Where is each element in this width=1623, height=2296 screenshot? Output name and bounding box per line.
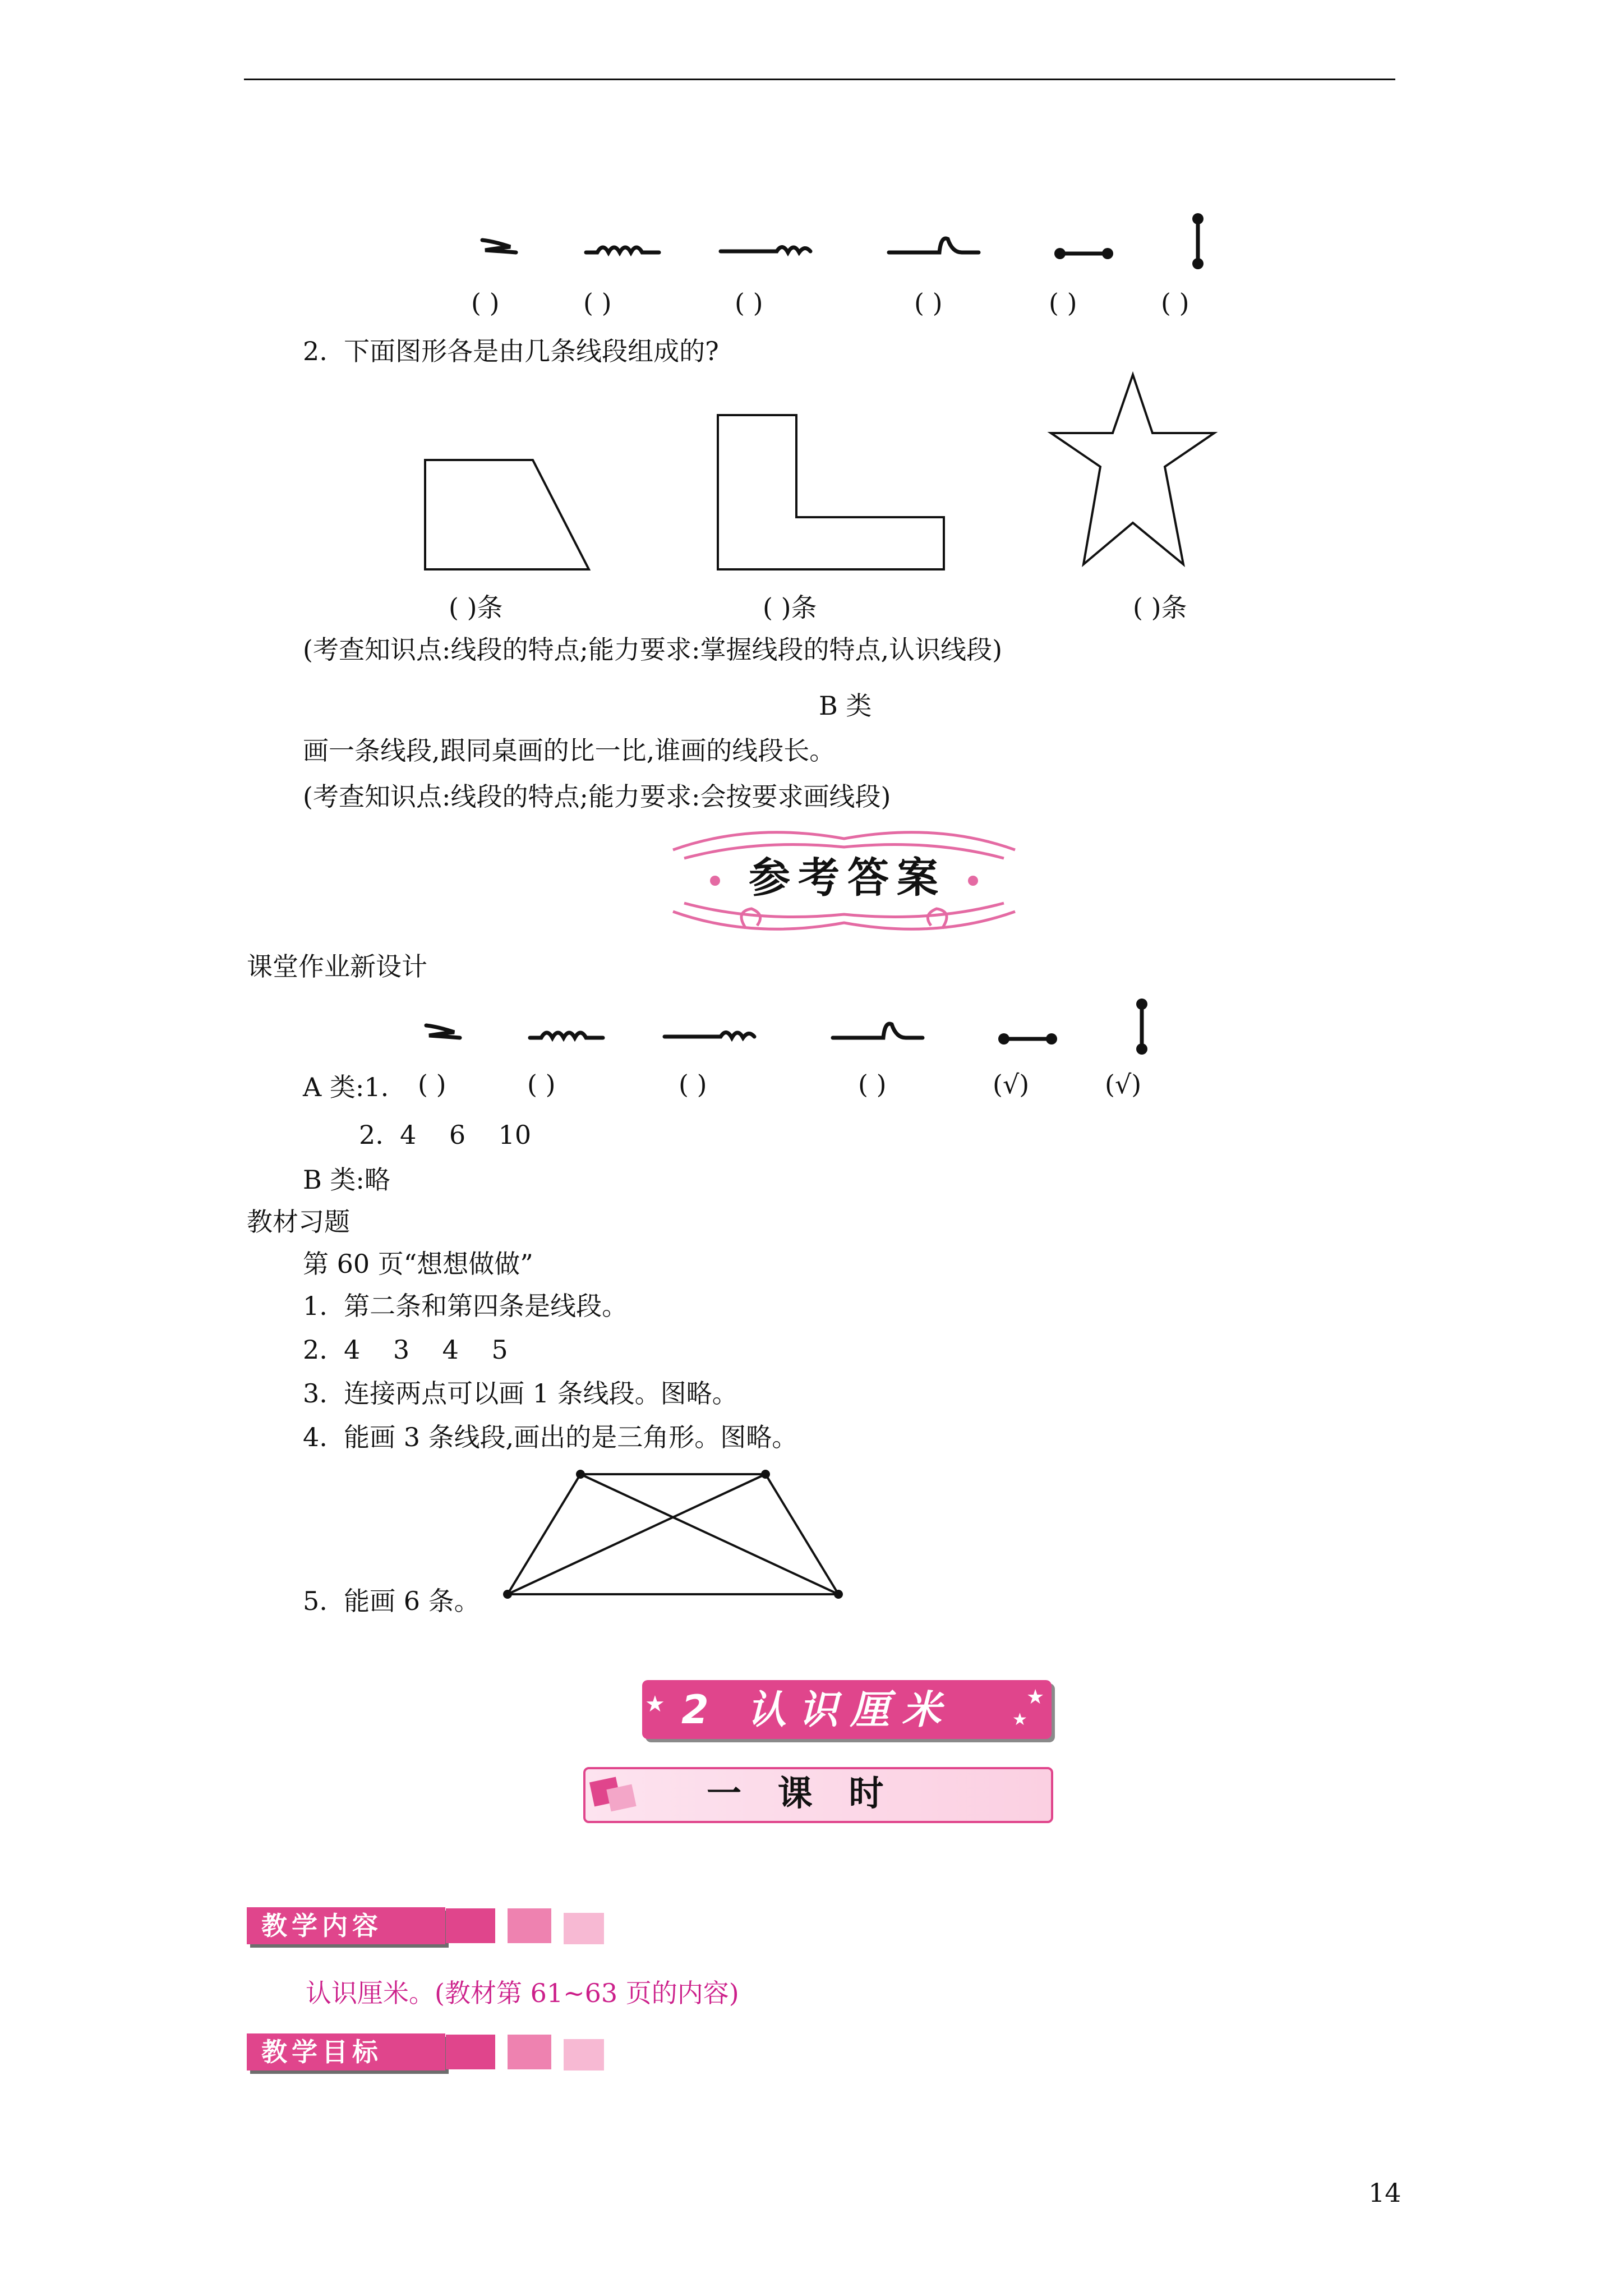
note-2: (考查知识点:线段的特点;能力要求:会按要求画线段) [303, 781, 891, 812]
answer-line-5: 5. 能画 6 条。 [303, 1586, 480, 1616]
teach-content-label: 教学内容 [247, 1907, 445, 1944]
a-blank-5: (√) [993, 1069, 1030, 1099]
b-answer: B 类:略 [303, 1165, 390, 1195]
q1-blank-5: ( ) [1049, 288, 1077, 318]
q2-label-3: ( )条 [1133, 592, 1187, 623]
trapezoid-shape [425, 460, 589, 569]
answer-line-4: 4. 能画 3 条线段,画出的是三角形。图略。 [303, 1422, 798, 1452]
decor-square [508, 1908, 551, 1943]
decor-square [564, 2039, 604, 2070]
a-blank-4: ( ) [858, 1069, 887, 1099]
q1-blank-2: ( ) [583, 288, 612, 318]
header-rule [244, 79, 1395, 80]
section-classwork: 课堂作业新设计 [247, 951, 427, 982]
figure-line-wave [721, 247, 810, 252]
star-icon: ★ [645, 1691, 665, 1717]
b-question: 画一条线段,跟同桌画的比一比,谁画的线段长。 [303, 735, 836, 766]
a-answer-2: 2. 4 6 10 [359, 1120, 532, 1150]
a-label: A 类:1. [303, 1072, 389, 1102]
q1-blank-3: ( ) [735, 288, 763, 318]
note-1: (考查知识点:线段的特点;能力要求:掌握线段的特点,认识线段) [303, 634, 1003, 665]
line-figures-top [471, 208, 1234, 269]
a-blank-1: ( ) [418, 1069, 446, 1099]
star-icon: ★ [1026, 1686, 1045, 1709]
textbook-heading: 教材习题 [247, 1207, 350, 1237]
decor-square [446, 2035, 495, 2069]
a-blank-3: ( ) [679, 1069, 707, 1099]
line-figures-answer [415, 993, 1178, 1055]
answer-banner-title: 参考答案 [749, 854, 946, 902]
a-blank-6: (√) [1105, 1069, 1142, 1099]
teach-content-text: 认识厘米。(教材第 61~63 页的内容) [306, 1978, 739, 2008]
star-shape [1051, 375, 1214, 564]
trapezoid-diagonals [499, 1464, 847, 1604]
chapter-title: 2 认识厘米 [681, 1687, 954, 1733]
q2-text: 2. 下面图形各是由几条线段组成的? [303, 336, 719, 366]
q2-label-1: ( )条 [449, 592, 503, 623]
a-blank-2: ( ) [527, 1069, 556, 1099]
q1-blank-4: ( ) [914, 288, 943, 318]
l-shape [718, 415, 944, 569]
page60-heading: 第 60 页“想想做做” [303, 1249, 533, 1279]
decor-square [564, 1913, 604, 1944]
teach-goal-label: 教学目标 [247, 2033, 445, 2070]
page-number: 14 [1368, 2178, 1401, 2208]
answer-line-1: 1. 第二条和第四条是线段。 [303, 1291, 628, 1321]
answer-line-3: 3. 连接两点可以画 1 条线段。图略。 [303, 1378, 738, 1409]
figure-wave [586, 247, 659, 252]
q2-label-2: ( )条 [763, 592, 817, 623]
figure-line-bump [889, 238, 979, 252]
q2-shapes [415, 365, 1279, 583]
figure-curl [482, 240, 516, 252]
q1-blank-6: ( ) [1161, 288, 1189, 318]
b-title: B 类 [819, 691, 872, 721]
q1-blank-1: ( ) [471, 288, 500, 318]
answer-line-2: 2. 4 3 4 5 [303, 1335, 508, 1365]
lesson-title: 一 课 时 [707, 1773, 884, 1814]
decor-square [508, 2035, 551, 2069]
star-icon: ★ [1012, 1710, 1027, 1729]
decor-square [446, 1908, 495, 1943]
